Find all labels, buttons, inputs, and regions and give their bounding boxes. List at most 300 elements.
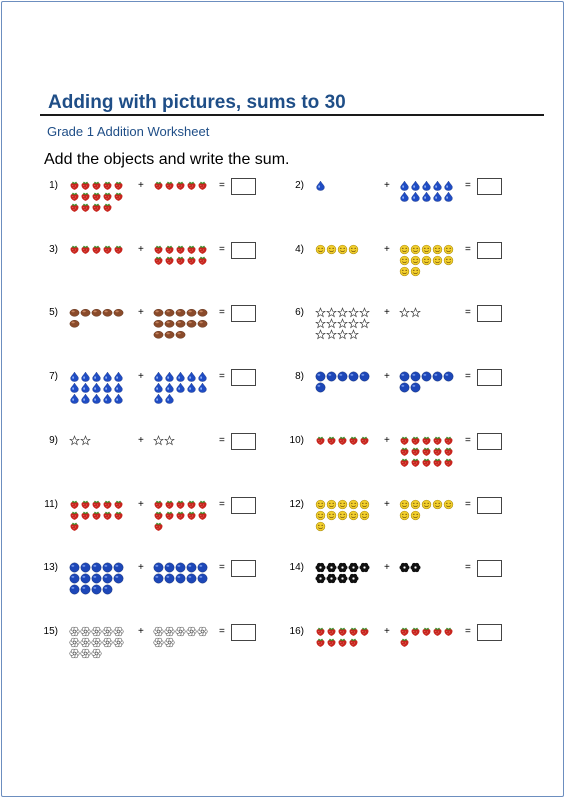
black-flower-icon — [337, 571, 348, 582]
outline-flower-icon — [69, 646, 80, 657]
strawberry-icon — [175, 178, 186, 189]
strawberry-icon — [315, 624, 326, 635]
outline-flower-icon — [80, 646, 91, 657]
strawberry-icon — [186, 497, 197, 508]
strawberry-icon — [186, 242, 197, 253]
smiley-icon — [410, 264, 421, 275]
problem-number: 3) — [49, 243, 58, 255]
object-group — [315, 178, 370, 189]
answer-box[interactable] — [231, 433, 256, 450]
black-flower-icon — [410, 560, 421, 571]
answer-box[interactable] — [477, 433, 502, 450]
object-group — [69, 433, 124, 444]
strawberry-icon — [337, 624, 348, 635]
smiley-icon — [326, 242, 337, 253]
instructions: Add the objects and write the sum. — [44, 151, 290, 168]
object-group — [153, 433, 208, 444]
problem-14 — [276, 560, 526, 616]
strawberry-icon — [421, 624, 432, 635]
title-divider — [40, 114, 544, 116]
problem-number: 14) — [289, 562, 304, 574]
plus-sign: + — [384, 307, 390, 319]
answer-box[interactable] — [231, 305, 256, 322]
strawberry-icon — [432, 624, 443, 635]
equals-sign: = — [219, 562, 225, 574]
smiley-icon — [315, 242, 326, 253]
strawberry-icon — [91, 178, 102, 189]
star-outline-icon — [337, 327, 348, 338]
star-outline-icon — [399, 305, 410, 316]
answer-box[interactable] — [477, 242, 502, 259]
blue-ball-icon — [410, 380, 421, 391]
smiley-icon — [410, 497, 421, 508]
blue-ball-icon — [359, 369, 370, 380]
nut-icon — [153, 305, 164, 316]
nut-icon — [69, 305, 80, 316]
star-outline-icon — [326, 305, 337, 316]
blue-drop-icon — [113, 391, 124, 402]
strawberry-icon — [102, 508, 113, 519]
strawberry-icon — [113, 178, 124, 189]
blue-ball-icon — [432, 369, 443, 380]
strawberry-icon — [197, 253, 208, 264]
blue-drop-icon — [399, 178, 410, 189]
strawberry-icon — [175, 497, 186, 508]
nut-icon — [175, 327, 186, 338]
smiley-icon — [443, 242, 454, 253]
nut-icon — [153, 327, 164, 338]
strawberry-icon — [186, 253, 197, 264]
blue-drop-icon — [153, 391, 164, 402]
equals-sign: = — [465, 307, 471, 319]
nut-icon — [91, 305, 102, 316]
strawberry-icon — [399, 433, 410, 444]
star-outline-icon — [359, 305, 370, 316]
strawberry-icon — [80, 200, 91, 211]
object-group — [315, 433, 370, 444]
blue-ball-icon — [80, 582, 91, 593]
nut-icon — [153, 316, 164, 327]
strawberry-icon — [337, 635, 348, 646]
strawberry-icon — [399, 624, 410, 635]
strawberry-icon — [153, 508, 164, 519]
problem-13 — [30, 560, 280, 616]
outline-flower-icon — [91, 624, 102, 635]
problem-2 — [276, 178, 526, 234]
equals-sign: = — [219, 498, 225, 510]
nut-icon — [164, 316, 175, 327]
answer-box[interactable] — [477, 560, 502, 577]
blue-ball-icon — [80, 571, 91, 582]
outline-flower-icon — [186, 624, 197, 635]
smiley-icon — [421, 242, 432, 253]
plus-sign: + — [138, 307, 144, 319]
outline-flower-icon — [153, 624, 164, 635]
blue-ball-icon — [197, 560, 208, 571]
smiley-icon — [359, 497, 370, 508]
answer-box[interactable] — [231, 242, 256, 259]
nut-icon — [164, 305, 175, 316]
smiley-icon — [315, 508, 326, 519]
plus-sign: + — [384, 562, 390, 574]
strawberry-icon — [69, 178, 80, 189]
object-group — [153, 178, 208, 189]
problem-number: 1) — [49, 180, 58, 191]
strawberry-icon — [315, 635, 326, 646]
problem-12 — [276, 497, 526, 553]
blue-drop-icon — [102, 380, 113, 391]
blue-ball-icon — [69, 560, 80, 571]
blue-drop-icon — [175, 369, 186, 380]
problem-11 — [30, 497, 280, 553]
strawberry-icon — [80, 242, 91, 253]
blue-ball-icon — [315, 369, 326, 380]
answer-box[interactable] — [477, 369, 502, 386]
black-flower-icon — [315, 560, 326, 571]
object-group — [399, 178, 454, 200]
smiley-icon — [348, 508, 359, 519]
blue-drop-icon — [113, 369, 124, 380]
strawberry-icon — [175, 242, 186, 253]
blue-drop-icon — [102, 369, 113, 380]
equals-sign: = — [465, 180, 471, 191]
blue-ball-icon — [91, 560, 102, 571]
strawberry-icon — [186, 178, 197, 189]
problem-5 — [30, 305, 280, 361]
star-outline-icon — [359, 316, 370, 327]
object-group — [153, 305, 208, 338]
blue-ball-icon — [337, 369, 348, 380]
strawberry-icon — [102, 497, 113, 508]
smiley-icon — [399, 508, 410, 519]
smiley-icon — [432, 497, 443, 508]
blue-ball-icon — [315, 380, 326, 391]
star-outline-icon — [69, 433, 80, 444]
problem-number: 4) — [295, 243, 304, 255]
problem-4 — [276, 242, 526, 298]
blue-ball-icon — [102, 571, 113, 582]
blue-drop-icon — [410, 189, 421, 200]
smiley-icon — [359, 508, 370, 519]
strawberry-icon — [69, 508, 80, 519]
star-outline-icon — [326, 316, 337, 327]
strawberry-icon — [113, 189, 124, 200]
blue-drop-icon — [197, 380, 208, 391]
object-group — [315, 242, 370, 253]
plus-sign: + — [138, 625, 144, 637]
star-outline-icon — [326, 327, 337, 338]
problem-7 — [30, 369, 280, 425]
problem-3 — [30, 242, 280, 298]
answer-box[interactable] — [231, 560, 256, 577]
answer-box[interactable] — [231, 624, 256, 641]
black-flower-icon — [315, 571, 326, 582]
outline-flower-icon — [175, 624, 186, 635]
strawberry-icon — [69, 189, 80, 200]
smiley-icon — [326, 497, 337, 508]
blue-ball-icon — [91, 571, 102, 582]
nut-icon — [186, 316, 197, 327]
blue-ball-icon — [348, 369, 359, 380]
smiley-icon — [432, 253, 443, 264]
blue-ball-icon — [410, 369, 421, 380]
smiley-icon — [399, 264, 410, 275]
worksheet-title: Adding with pictures, sums to 30 — [48, 92, 346, 113]
strawberry-icon — [443, 624, 454, 635]
problem-number: 16) — [289, 625, 304, 637]
blue-drop-icon — [315, 178, 326, 189]
smiley-icon — [348, 242, 359, 253]
strawberry-icon — [69, 242, 80, 253]
blue-ball-icon — [80, 560, 91, 571]
object-group — [315, 560, 370, 582]
problem-number: 9) — [49, 434, 58, 446]
nut-icon — [197, 305, 208, 316]
answer-box[interactable] — [477, 624, 502, 641]
blue-ball-icon — [164, 571, 175, 582]
blue-drop-icon — [69, 380, 80, 391]
strawberry-icon — [113, 242, 124, 253]
blue-drop-icon — [113, 380, 124, 391]
blue-ball-icon — [443, 369, 454, 380]
blue-drop-icon — [399, 189, 410, 200]
object-group — [399, 369, 454, 391]
strawberry-icon — [197, 178, 208, 189]
blue-drop-icon — [80, 380, 91, 391]
blue-drop-icon — [410, 178, 421, 189]
star-outline-icon — [315, 305, 326, 316]
answer-box[interactable] — [477, 497, 502, 514]
strawberry-icon — [326, 635, 337, 646]
plus-sign: + — [138, 180, 144, 191]
black-flower-icon — [348, 560, 359, 571]
object-group — [69, 560, 124, 593]
blue-drop-icon — [186, 369, 197, 380]
object-group — [399, 305, 454, 316]
problem-number: 8) — [295, 371, 304, 383]
strawberry-icon — [164, 508, 175, 519]
plus-sign: + — [384, 371, 390, 383]
problem-1 — [30, 178, 280, 234]
strawberry-icon — [197, 242, 208, 253]
blue-drop-icon — [91, 369, 102, 380]
strawberry-icon — [337, 433, 348, 444]
problem-number: 11) — [44, 498, 58, 510]
star-outline-icon — [315, 327, 326, 338]
strawberry-icon — [421, 455, 432, 466]
strawberry-icon — [164, 497, 175, 508]
blue-ball-icon — [186, 560, 197, 571]
answer-box[interactable] — [231, 369, 256, 386]
blue-ball-icon — [153, 571, 164, 582]
outline-flower-icon — [164, 635, 175, 646]
smiley-icon — [421, 497, 432, 508]
smiley-icon — [421, 253, 432, 264]
smiley-icon — [432, 242, 443, 253]
object-group — [315, 497, 370, 530]
plus-sign: + — [138, 243, 144, 255]
outline-flower-icon — [91, 646, 102, 657]
black-flower-icon — [326, 571, 337, 582]
outline-flower-icon — [102, 624, 113, 635]
object-group — [153, 624, 208, 646]
blue-drop-icon — [421, 189, 432, 200]
strawberry-icon — [80, 178, 91, 189]
blue-drop-icon — [443, 189, 454, 200]
strawberry-icon — [410, 444, 421, 455]
strawberry-icon — [153, 242, 164, 253]
strawberry-icon — [326, 624, 337, 635]
strawberry-icon — [326, 433, 337, 444]
strawberry-icon — [102, 242, 113, 253]
strawberry-icon — [102, 178, 113, 189]
star-outline-icon — [337, 305, 348, 316]
object-group — [315, 369, 370, 391]
smiley-icon — [399, 242, 410, 253]
strawberry-icon — [91, 200, 102, 211]
blue-drop-icon — [443, 178, 454, 189]
plus-sign: + — [384, 498, 390, 510]
equals-sign: = — [219, 243, 225, 255]
problem-number: 10) — [289, 434, 304, 446]
equals-sign: = — [465, 562, 471, 574]
strawberry-icon — [91, 189, 102, 200]
strawberry-icon — [164, 253, 175, 264]
smiley-icon — [326, 508, 337, 519]
blue-drop-icon — [164, 369, 175, 380]
strawberry-icon — [102, 189, 113, 200]
strawberry-icon — [432, 444, 443, 455]
answer-box[interactable] — [231, 497, 256, 514]
plus-sign: + — [384, 434, 390, 446]
outline-flower-icon — [69, 624, 80, 635]
strawberry-icon — [197, 508, 208, 519]
smiley-icon — [337, 497, 348, 508]
smiley-icon — [337, 508, 348, 519]
blue-ball-icon — [421, 369, 432, 380]
outline-flower-icon — [69, 635, 80, 646]
strawberry-icon — [432, 455, 443, 466]
strawberry-icon — [69, 200, 80, 211]
blue-drop-icon — [153, 369, 164, 380]
blue-drop-icon — [153, 380, 164, 391]
blue-ball-icon — [102, 560, 113, 571]
nut-icon — [80, 305, 91, 316]
answer-box[interactable] — [231, 178, 256, 195]
nut-icon — [69, 316, 80, 327]
strawberry-icon — [399, 635, 410, 646]
answer-box[interactable] — [477, 305, 502, 322]
problem-6 — [276, 305, 526, 361]
problem-number: 13) — [43, 562, 58, 574]
object-group — [399, 624, 454, 646]
answer-box[interactable] — [477, 178, 502, 195]
outline-flower-icon — [113, 624, 124, 635]
smiley-icon — [315, 519, 326, 530]
smiley-icon — [410, 508, 421, 519]
blue-drop-icon — [91, 380, 102, 391]
star-outline-icon — [164, 433, 175, 444]
blue-drop-icon — [91, 391, 102, 402]
object-group — [69, 305, 124, 327]
blue-ball-icon — [326, 369, 337, 380]
blue-ball-icon — [91, 582, 102, 593]
black-flower-icon — [359, 560, 370, 571]
equals-sign: = — [219, 434, 225, 446]
blue-drop-icon — [164, 391, 175, 402]
strawberry-icon — [69, 519, 80, 530]
outline-flower-icon — [80, 624, 91, 635]
strawberry-icon — [421, 433, 432, 444]
plus-sign: + — [384, 243, 390, 255]
blue-ball-icon — [175, 560, 186, 571]
blue-ball-icon — [399, 380, 410, 391]
equals-sign: = — [465, 434, 471, 446]
strawberry-icon — [359, 433, 370, 444]
outline-flower-icon — [80, 635, 91, 646]
object-group — [153, 242, 208, 264]
strawberry-icon — [410, 455, 421, 466]
blue-drop-icon — [69, 369, 80, 380]
strawberry-icon — [410, 624, 421, 635]
object-group — [69, 178, 124, 211]
strawberry-icon — [80, 189, 91, 200]
strawberry-icon — [186, 508, 197, 519]
object-group — [399, 497, 454, 519]
strawberry-icon — [443, 444, 454, 455]
strawberry-icon — [421, 444, 432, 455]
outline-flower-icon — [113, 635, 124, 646]
star-outline-icon — [348, 327, 359, 338]
object-group — [69, 369, 124, 402]
plus-sign: + — [384, 180, 390, 191]
smiley-icon — [443, 497, 454, 508]
strawberry-icon — [91, 242, 102, 253]
blue-drop-icon — [421, 178, 432, 189]
equals-sign: = — [465, 498, 471, 510]
strawberry-icon — [348, 433, 359, 444]
object-group — [153, 497, 208, 530]
strawberry-icon — [443, 433, 454, 444]
nut-icon — [164, 327, 175, 338]
problem-9 — [30, 433, 280, 489]
black-flower-icon — [399, 560, 410, 571]
worksheet-subtitle: Grade 1 Addition Worksheet — [47, 124, 210, 139]
object-group — [315, 305, 370, 338]
outline-flower-icon — [164, 624, 175, 635]
nut-icon — [186, 305, 197, 316]
outline-flower-icon — [153, 635, 164, 646]
strawberry-icon — [359, 624, 370, 635]
blue-ball-icon — [164, 560, 175, 571]
strawberry-icon — [197, 497, 208, 508]
blue-drop-icon — [197, 369, 208, 380]
strawberry-icon — [399, 455, 410, 466]
plus-sign: + — [138, 434, 144, 446]
smiley-icon — [315, 497, 326, 508]
strawberry-icon — [113, 497, 124, 508]
strawberry-icon — [80, 497, 91, 508]
blue-drop-icon — [164, 380, 175, 391]
black-flower-icon — [337, 560, 348, 571]
object-group — [399, 560, 454, 571]
star-outline-icon — [315, 316, 326, 327]
strawberry-icon — [153, 519, 164, 530]
strawberry-icon — [348, 635, 359, 646]
strawberry-icon — [102, 200, 113, 211]
nut-icon — [102, 305, 113, 316]
nut-icon — [197, 316, 208, 327]
